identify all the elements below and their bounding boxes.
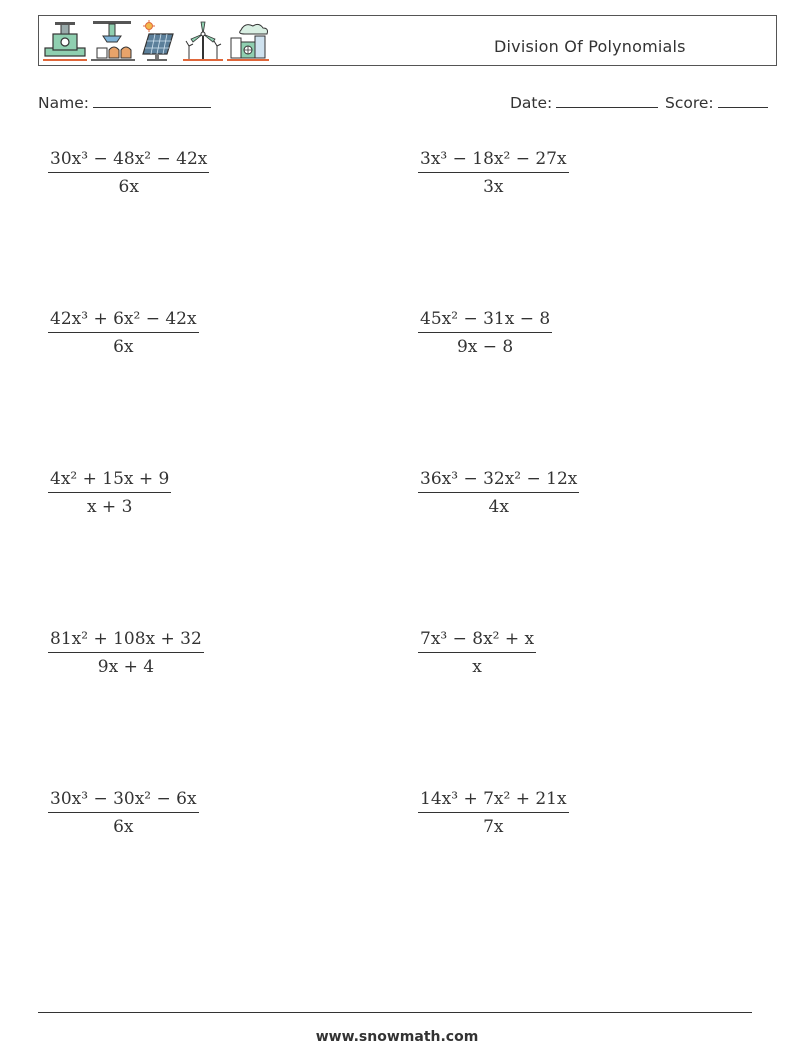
fraction xyxy=(48,149,209,197)
problem-7 xyxy=(48,629,204,677)
problem-8 xyxy=(418,629,536,677)
denominator: x + 3 xyxy=(86,497,133,517)
fraction xyxy=(418,789,569,837)
denominator: 9x − 8 xyxy=(456,337,514,357)
numerator: 45x² − 31x − 8 xyxy=(418,309,552,333)
solar-panel-icon xyxy=(143,20,173,60)
worksheet-title: Division Of Polynomials xyxy=(494,37,686,56)
fraction xyxy=(48,629,204,677)
problem-4 xyxy=(418,309,552,357)
score-label: Score: xyxy=(665,94,714,112)
denominator: 3x xyxy=(483,177,504,197)
denominator: 6x xyxy=(113,337,134,357)
denominator: x xyxy=(472,657,482,677)
problem-5 xyxy=(48,469,171,517)
denominator: 7x xyxy=(483,817,504,837)
problem-1 xyxy=(48,149,209,197)
fraction xyxy=(418,469,579,517)
header-icons xyxy=(43,20,273,64)
numerator: 3x³ − 18x² − 27x xyxy=(418,149,569,173)
denominator: 4x xyxy=(488,497,509,517)
numerator: 81x² + 108x + 32 xyxy=(48,629,204,653)
problem-2 xyxy=(418,149,569,197)
fraction xyxy=(418,309,552,357)
footer-divider xyxy=(38,1012,752,1013)
name-label: Name: xyxy=(38,94,89,112)
date-field xyxy=(510,93,658,112)
worksheet-header xyxy=(38,15,777,66)
energy-icons-strip xyxy=(43,20,273,64)
problem-3 xyxy=(48,309,199,357)
score-blank-line[interactable] xyxy=(718,93,768,108)
denominator: 6x xyxy=(113,817,134,837)
denominator: 9x + 4 xyxy=(97,657,155,677)
wind-turbine-icon xyxy=(183,22,223,60)
industrial-plant-icon xyxy=(227,24,269,60)
date-blank-line[interactable] xyxy=(556,93,658,108)
date-label: Date: xyxy=(510,94,553,112)
fraction xyxy=(48,309,199,357)
name-field xyxy=(38,93,211,112)
numerator: 42x³ + 6x² − 42x xyxy=(48,309,199,333)
fraction xyxy=(418,149,569,197)
factory-lamp-icon xyxy=(91,21,135,60)
valve-pipe-icon xyxy=(43,22,87,60)
score-field xyxy=(665,93,768,112)
name-blank-line[interactable] xyxy=(93,93,211,108)
numerator: 14x³ + 7x² + 21x xyxy=(418,789,569,813)
problem-6 xyxy=(418,469,579,517)
problem-9 xyxy=(48,789,199,837)
numerator: 7x³ − 8x² + x xyxy=(418,629,536,653)
numerator: 30x³ − 48x² − 42x xyxy=(48,149,209,173)
numerator: 4x² + 15x + 9 xyxy=(48,469,171,493)
fraction xyxy=(48,469,171,517)
footer-website[interactable]: www.snowmath.com xyxy=(315,1029,479,1045)
denominator: 6x xyxy=(118,177,139,197)
numerator: 36x³ − 32x² − 12x xyxy=(418,469,579,493)
fraction xyxy=(418,629,536,677)
problem-10 xyxy=(418,789,569,837)
numerator: 30x³ − 30x² − 6x xyxy=(48,789,199,813)
fraction xyxy=(48,789,199,837)
